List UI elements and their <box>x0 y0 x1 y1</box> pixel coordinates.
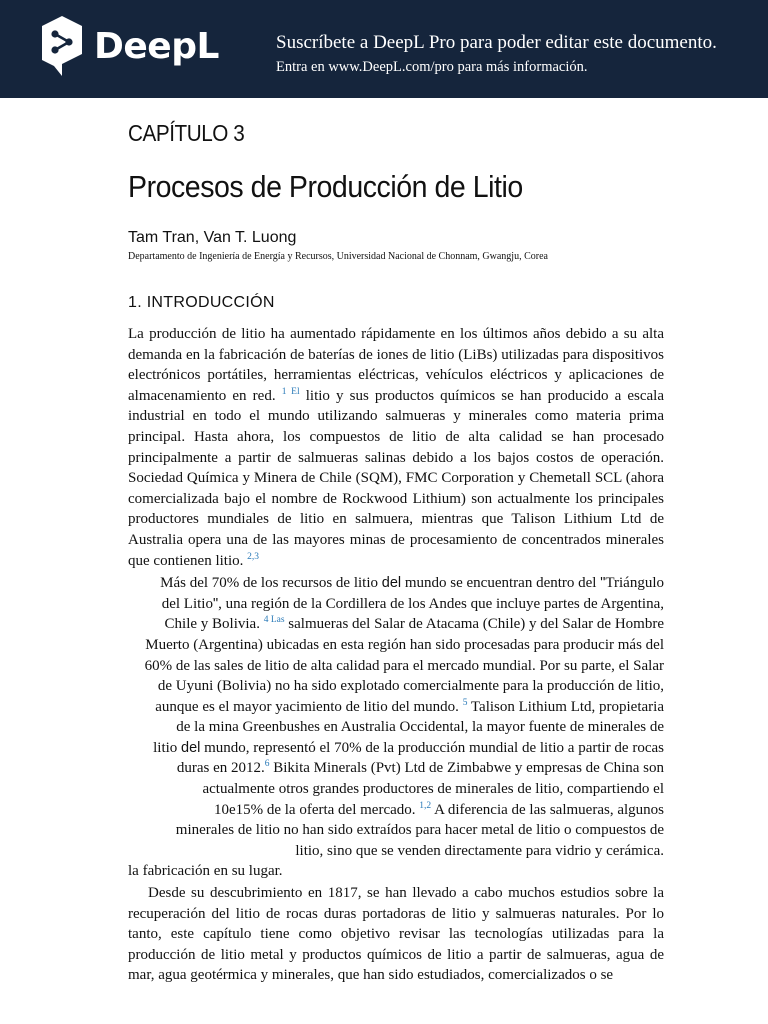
text-line: de la mina Greenbushes en Australia Occidental, la mayor fuente de minerales de <box>176 719 664 736</box>
document-page <box>128 98 664 986</box>
text-line: Más del 70% de los recursos de litio del mundo se encuentran dentro del "Triángulo <box>160 575 664 592</box>
footnote-ref[interactable]: 5 <box>462 697 468 708</box>
paragraph-2 <box>128 573 664 861</box>
deepl-logo-icon <box>38 16 86 76</box>
footnote-ref[interactable]: 1 El <box>281 386 300 397</box>
paragraph-text: La producción de litio ha aumentado rápidamente en los últimos años debido a su alta demanda en la fabricación de baterías de iones de litio (LiBs) utilizadas para dispositivos electrónicos portátiles, herramientas eléctricas, vehículos eléctricos y aplicaciones de almacenamiento en red. <box>128 326 664 404</box>
footnote-ref[interactable]: 2,3 <box>247 551 260 562</box>
text-line: minerales de litio no han sido extraídos para hacer metal de litio o compuestos de <box>175 822 664 839</box>
section-heading: 1. INTRODUCCIÓN <box>128 294 275 311</box>
deepl-banner <box>0 0 768 98</box>
footnote-ref[interactable]: 1,2 <box>419 800 432 811</box>
chapter-heading: CAPÍTULO 3 <box>128 120 245 146</box>
promo-headline: Suscríbete a DeepL Pro para poder editar este documento. <box>276 32 717 53</box>
paragraph-text: litio y sus productos químicos se han producido a escala industrial en todo el mundo utilizando salmueras y minerales como materia prima principal. Hasta ahora, los compuestos de litio de alta calidad se han procesado principalmente a partir de salmueras salinas debido a los bajos costos de operación. Sociedad Química y Minera de Chile (SQM), FMC Corporation y Chemetall SCL (ahora comercializada bajo el nombre de Rockwood Lithium) son actualmente los principales productores mundiales de litio en salmuera, mientras que Talison Lithium Ltd de Australia opera una de las mayores minas de procesamiento de concentrados minerales que contienen litio. <box>128 387 664 569</box>
text-line: litio del mundo, representó el 70% de la producción mundial de litio a partir de rocas <box>153 739 664 756</box>
text-line: aunque es el mayor yacimiento de litio del mundo. $^5$ Talison Lithium Ltd, propietaria <box>155 697 664 715</box>
authors: Tam Tran, Van T. Luong <box>128 229 297 246</box>
deepl-logo[interactable] <box>38 16 219 76</box>
text-line: 60% de las sales de litio de alta calidad para el mercado mundial. Por su parte, el Salar <box>144 657 664 674</box>
deepl-logo-text: DeepL <box>94 25 219 67</box>
affiliation: Departamento de Ingeniería de Energía y Recursos, Universidad Nacional de Chonnam, Gwangju, Corea <box>128 251 548 262</box>
promo-message <box>276 32 717 76</box>
chapter-title: Procesos de Producción de Litio <box>128 169 523 204</box>
promo-link-text[interactable]: Entra en www.DeepL.com/pro para más información. <box>276 59 588 75</box>
text-line: Muerto (Argentina) ubicadas en esta región han sido procesadas para producir más del <box>145 636 664 653</box>
footnote-ref[interactable]: 4 Las <box>263 615 285 626</box>
text-line: del Litio", una región de la Cordillera de los Andes que incluye partes de Argentina, <box>161 595 664 612</box>
text-line: de Uyuni (Bolivia) no ha sido explotado comercialmente para la producción de litio, <box>157 678 664 695</box>
paragraph-2-end: la fabricación en su lugar. <box>128 863 283 880</box>
text-line: actualmente otros grandes productores de minerales de litio, compartiendo el <box>202 781 664 798</box>
text-line: Chile y Bolivia. $^{4 Las}$ salmueras del Salar de Atacama (Chile) y del Salar de Hombre <box>164 615 664 633</box>
footnote-ref[interactable]: 6 <box>264 759 270 770</box>
text-line: litio, sino que se venden directamente para vidrio y cerámica. <box>295 842 664 859</box>
paragraph-3: Desde su descubrimiento en 1817, se han llevado a cabo muchos estudios sobre la recuperación del litio de rocas duras portadoras de litio y salmueras naturales. Por lo tanto, este capítulo tiene como objetivo revisar las tecnologías utilizadas para la producción de litio metal y productos químicos de litio a partir de salmueras, agua de mar, agua geotérmica y minerales, que han sido estudiados, comercializados o se <box>128 885 664 984</box>
paragraph-1 <box>128 324 664 571</box>
text-line: 10e15% de la oferta del mercado. $^{1,2}$ A diferencia de las salmueras, algunos <box>213 800 664 818</box>
text-line: duras en 2012.$^6$ Bikita Minerals (Pvt) Ltd de Zimbabwe y empresas de China son <box>176 759 664 777</box>
